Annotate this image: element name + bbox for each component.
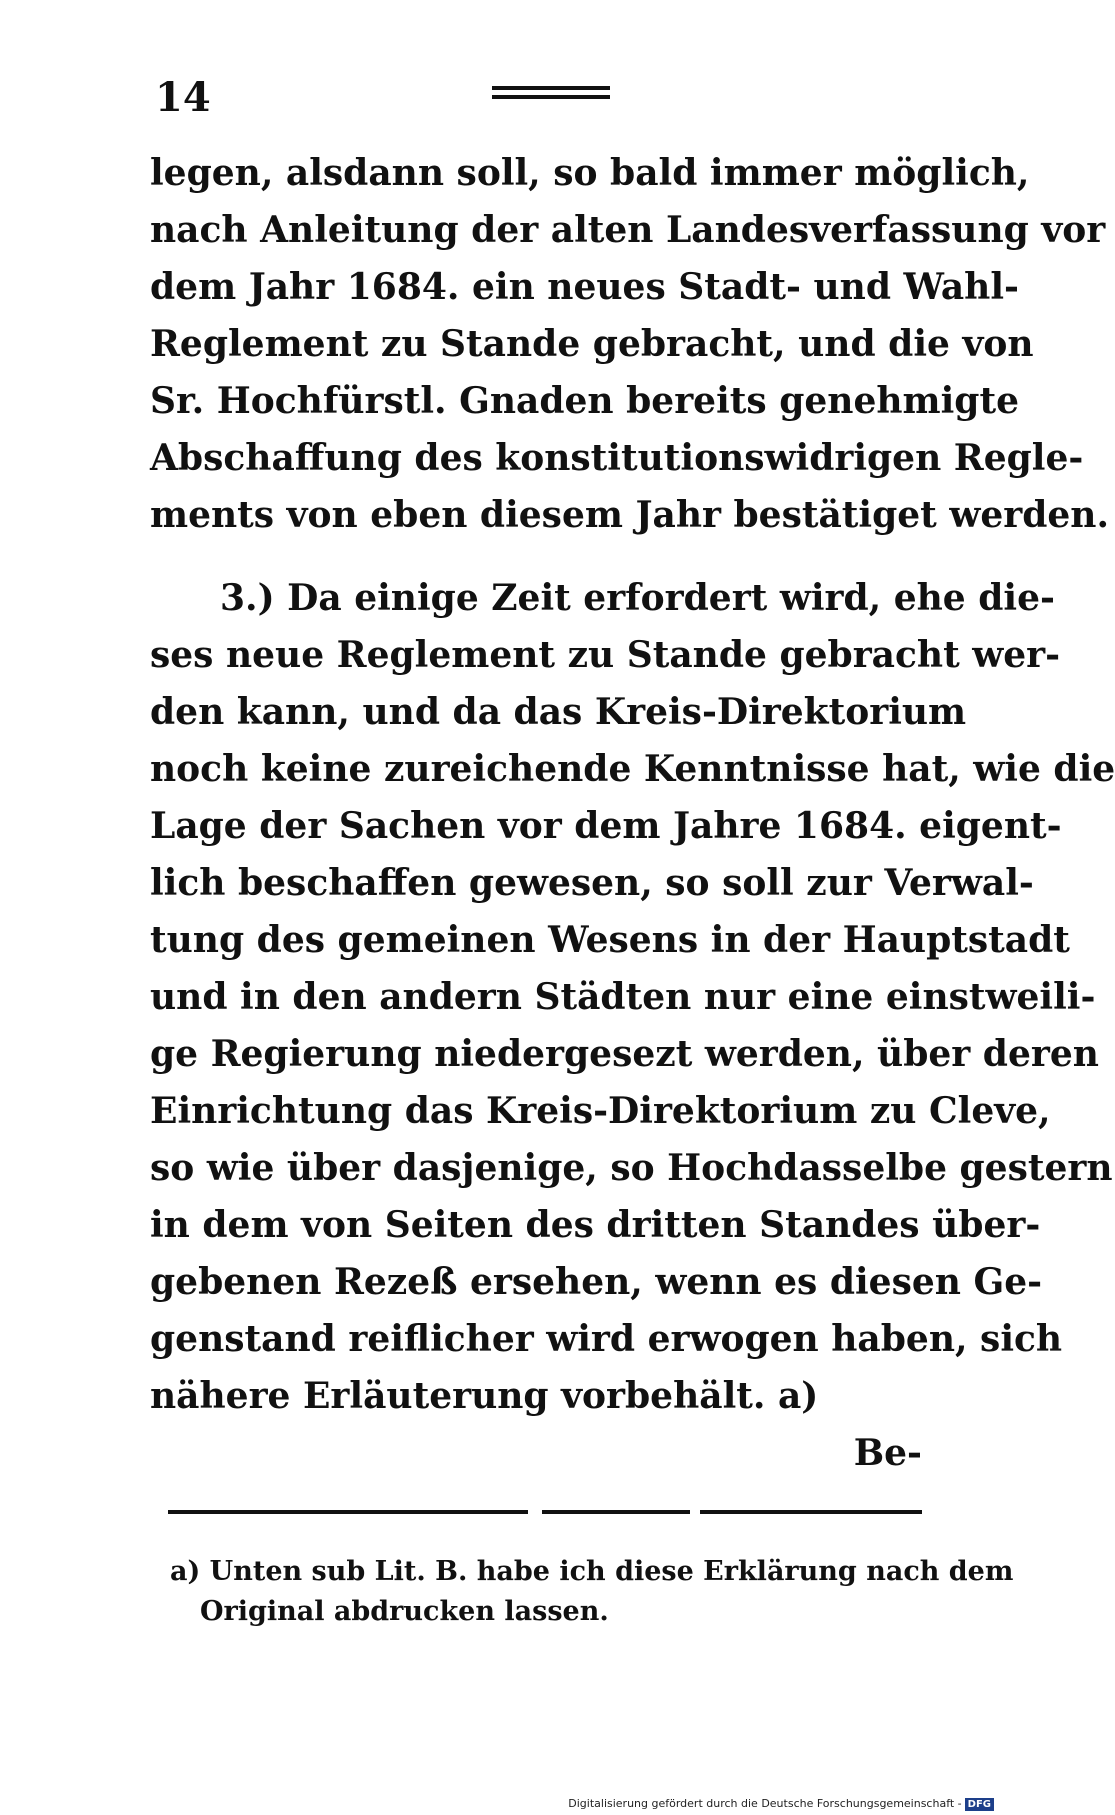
text-line: nach Anleitung der alten Landesverfassung vor [150, 209, 1106, 251]
text-line: Einrichtung das Kreis-Direktorium zu Cleve, [150, 1090, 1051, 1132]
text-line: 3.) Da einige Zeit erfordert wird, ehe die- [220, 577, 1055, 619]
dfg-logo: DFG [965, 1798, 994, 1811]
text-line: so wie über dasjenige, so Hochdasselbe gestern [150, 1147, 1113, 1189]
footnote-line: Original abdrucken lassen. [200, 1596, 609, 1627]
text-line: tung des gemeinen Wesens in der Hauptstadt [150, 919, 1070, 961]
text-line: Abschaffung des konstitutionswidrigen Regle- [150, 437, 1084, 479]
text-line: ses neue Reglement zu Stande gebracht wer- [150, 634, 1061, 676]
text-line: ments von eben diesem Jahr bestätiget werden. [150, 494, 1109, 536]
text-line: den kann, und da das Kreis-Direktorium [150, 691, 967, 733]
footnote-line: a) Unten sub Lit. B. habe ich diese Erklärung nach dem [170, 1556, 1014, 1587]
credit-text: Digitalisierung gefördert durch die Deutsche Forschungsgemeinschaft - [568, 1797, 962, 1810]
header-rule-bottom [492, 95, 610, 99]
footnote-rule-segment [542, 1510, 690, 1514]
text-line: genstand reiflicher wird erwogen haben, sich [150, 1318, 1063, 1360]
text-line: Lage der Sachen vor dem Jahre 1684. eigent- [150, 805, 1062, 847]
digitization-credit [568, 1797, 994, 1811]
footnote-rule-segment [700, 1510, 922, 1514]
catchword: Be- [853, 1432, 922, 1474]
text-line: nähere Erläuterung vorbehält. a) [150, 1375, 819, 1417]
page-number: 14 [155, 74, 211, 121]
text-line: in dem von Seiten des dritten Standes über- [150, 1204, 1041, 1246]
text-line: legen, alsdann soll, so bald immer möglich, [150, 152, 1030, 194]
text-line: und in den andern Städten nur eine einstweili- [150, 976, 1096, 1018]
footnote-rule-segment [168, 1510, 528, 1514]
text-line: ge Regierung niedergesezt werden, über deren [150, 1033, 1099, 1075]
text-line: dem Jahr 1684. ein neues Stadt- und Wahl- [150, 266, 1019, 308]
text-line: noch keine zureichende Kenntnisse hat, wie die [150, 748, 1115, 790]
text-line: gebenen Rezeß ersehen, wenn es diesen Ge- [150, 1261, 1043, 1303]
text-line: lich beschaffen gewesen, so soll zur Verwal- [150, 862, 1034, 904]
header-rule-top [492, 86, 610, 90]
text-line: Sr. Hochfürstl. Gnaden bereits genehmigte [150, 380, 1019, 422]
text-line: Reglement zu Stande gebracht, und die von [150, 323, 1034, 365]
